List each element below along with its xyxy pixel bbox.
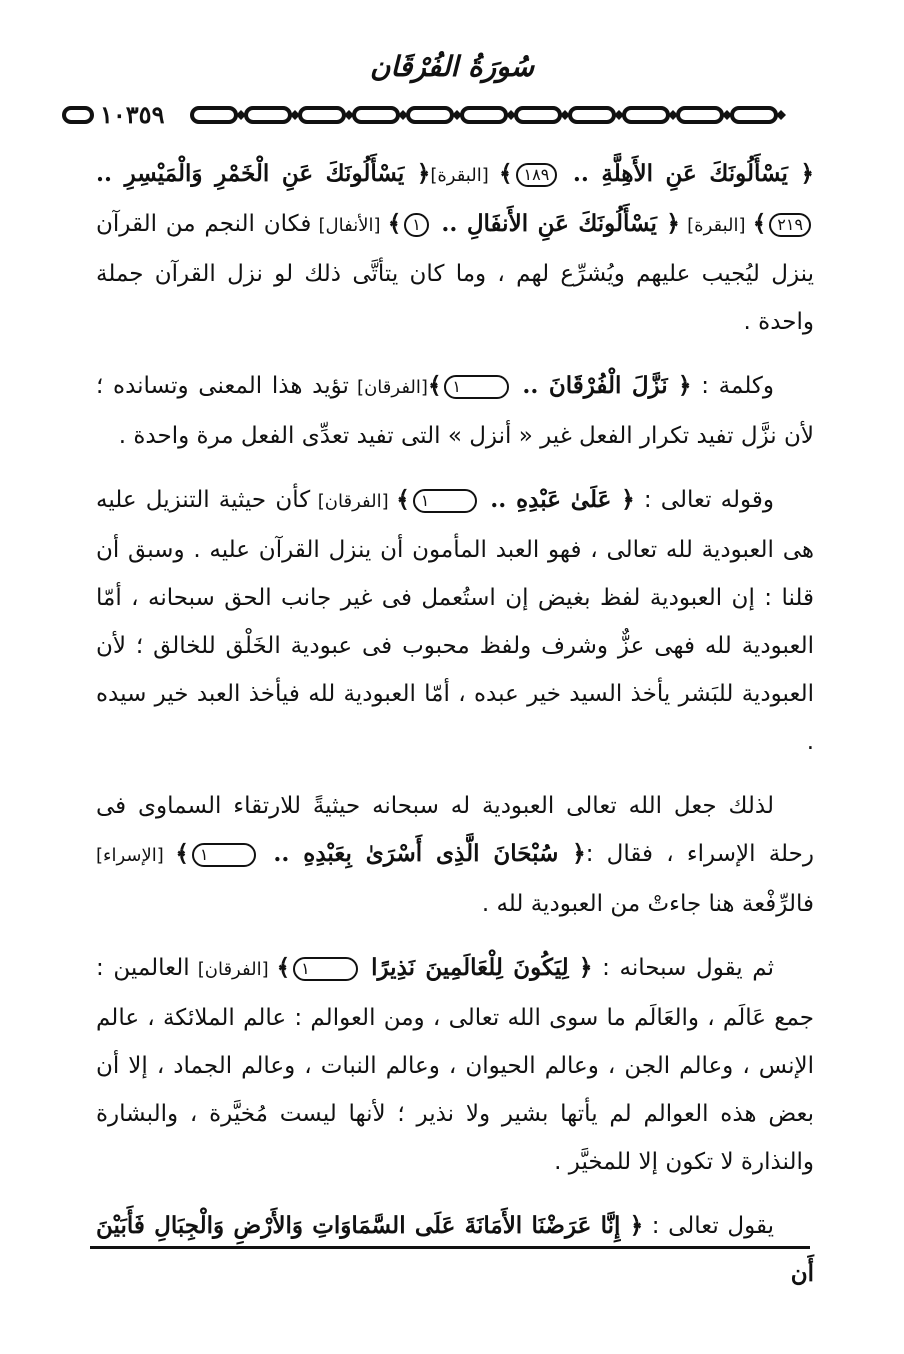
chain-link [462, 108, 506, 122]
ornate-bracket: ﴿ [579, 955, 593, 981]
ornate-bracket: ﴿ [572, 841, 586, 867]
chain-link [624, 108, 668, 122]
chain-link [192, 108, 236, 122]
paragraph-text: العالمين : جمع عَالَم ، والعَالَم ما سوى الله تعالى ، ومن العوالم : عالم الملائكة ، عالم الإنس ، وعالم الجن ، وعالم الحيوان ، وعالم النبات ، وعالم الجماد ، إلا أن بعض هذه العوالم لم يأتها بشير ولا نذير ؛ لأنها ليست مُخيَّرة ، والبشارة والنذارة لا تكون إلا للمخيَّر . [96, 955, 814, 1175]
chain-diamond [776, 110, 786, 120]
paragraph-text: يقول تعالى : [643, 1213, 774, 1239]
ayah-number-badge: ١ [293, 957, 358, 981]
ornate-bracket: ﴾ [387, 211, 402, 237]
quran-verse: يَسْأَلُونَكَ عَنِ الأَنفَالِ .. [431, 210, 667, 237]
chain-link [732, 108, 776, 122]
ayah-number-badge: ١ [444, 375, 509, 399]
paragraph [96, 150, 814, 346]
quran-verse: يَسْأَلُونَكَ عَنِ الأَهِلَّةِ .. [560, 160, 801, 187]
ayah-number-badge: ١ [192, 843, 257, 867]
ayah-number-badge: ١ [413, 489, 478, 513]
surah-reference: [الأنفال] [311, 215, 388, 236]
chain-link [246, 108, 290, 122]
paragraph-text: فالرِّفْعة هنا جاءتْ من العبودية لله . [481, 891, 814, 917]
chain-link [678, 108, 722, 122]
paragraph [96, 476, 814, 766]
chain-link [408, 108, 452, 122]
ornate-bracket: ﴾ [427, 373, 442, 399]
ayah-number-badge: ٢١٩ [769, 213, 811, 237]
paragraph [96, 362, 814, 460]
surah-reference: [الفرقان] [348, 377, 428, 398]
body-text [96, 150, 814, 1314]
chain-link [516, 108, 560, 122]
ornate-bracket: ﴾ [276, 955, 291, 981]
surah-reference: [الإسراء] [96, 845, 176, 866]
ornate-bracket: ﴿ [621, 487, 635, 513]
header-ornament-border [62, 100, 832, 130]
surah-reference: [البقرة] [679, 215, 753, 236]
paragraph-text: كأن حيثية التنزيل عليه هى العبودية لله تعالى ، فهو العبد المأمون أن ينزل القرآن عليه . وسبق أن قلنا : إن العبودية لفظ بغيض إن استُعمل فى غير جانب الحق سبحانه ، أمّا العبودية لله فهى عزٌّ وشرف ولفظ محبوب فى عبودية الخَلْق للخالق ؛ لأن العبودية للبَشر يأخذ السيد خير عبده ، أمّا العبودية لله فيأخذ العبد خير سيده . [96, 487, 814, 755]
surah-reference: [الفرقان] [310, 491, 397, 512]
quran-verse: نَزَّلَ الْفُرْقَانَ .. [512, 372, 679, 399]
ornate-bracket: ﴿ [800, 161, 814, 187]
paragraph [96, 1202, 814, 1298]
paragraph-text: تؤيد هذا المعنى وتسانده ؛ لأن نزَّل تفيد تكرار الفعل غير « أنزل » التى تفيد تعدِّى الفعل مرة واحدة . [96, 373, 814, 449]
ornate-bracket: ﴿ [416, 161, 431, 187]
paragraph [96, 944, 814, 1186]
quran-verse: عَلَىٰ عَبْدِهِ .. [480, 486, 622, 513]
quran-verse: يَسْأَلُونَكَ عَنِ الْخَمْرِ وَالْمَيْسِرِ .. [96, 160, 417, 187]
quran-verse: سُبْحَانَ الَّذِى أَسْرَىٰ بِعَبْدِهِ .. [259, 840, 573, 867]
ornate-bracket: ﴾ [752, 211, 767, 237]
chain-ornament [62, 100, 832, 130]
ornate-bracket: ﴿ [629, 1213, 644, 1239]
quran-verse: لِيَكُونَ لِلْعَالَمِينَ نَذِيرًا [360, 954, 580, 981]
chain-link [354, 108, 398, 122]
chain-link [300, 108, 344, 122]
paragraph-text: لذلك جعل الله تعالى العبودية له سبحانه حيثيةً للارتقاء السماوى فى رحلة الإسراء ، فقال : [96, 793, 814, 867]
chain-link [64, 108, 92, 122]
paragraph-text: وكلمة : [691, 373, 774, 399]
paragraph-text: وقوله تعالى : [634, 487, 775, 513]
ornate-bracket: ﴾ [396, 487, 410, 513]
ayah-number-badge: ١ [404, 213, 429, 237]
ayah-number-badge: ١٨٩ [516, 163, 558, 187]
footer-rule [90, 1246, 810, 1249]
ornate-bracket: ﴿ [678, 373, 692, 399]
quran-verse: إِنَّا عَرَضْنَا الأَمَانَةَ عَلَى السَّمَاوَاتِ وَالأَرْضِ وَالْجِبَالِ فَأَبَيْنَ أَن [96, 1212, 814, 1287]
ornate-bracket: ﴾ [499, 161, 513, 187]
chain-link [570, 108, 614, 122]
ornate-bracket: ﴿ [666, 211, 680, 237]
paragraph-text: فكان النجم من القرآن ينزل ليُجيب عليهم ويُشرِّع لهم ، وما كان يتأتَّى ذلك لو نزل القرآن جملة واحدة . [96, 211, 814, 335]
ornate-bracket: ﴾ [175, 841, 189, 867]
surah-reference: [البقرة] [430, 165, 500, 186]
surah-reference: [الفرقان] [189, 959, 277, 980]
paragraph [96, 782, 814, 928]
page-number: ١٠٣٥٩ [96, 100, 168, 130]
surah-title: سُورَةُ الفُرْقَان [369, 50, 535, 83]
paragraph-text: ثم يقول سبحانه : [592, 955, 774, 981]
